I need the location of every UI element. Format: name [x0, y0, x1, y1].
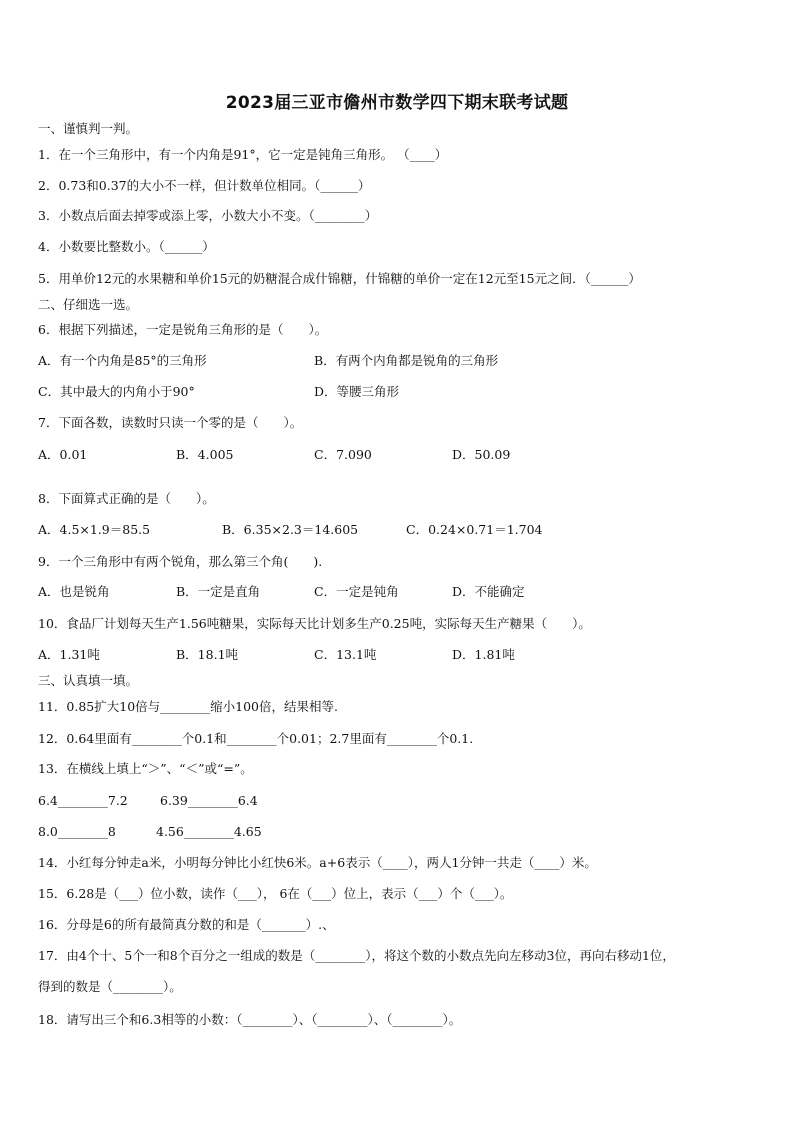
- question-10-option-c: C．13.1吨: [314, 647, 377, 662]
- question-3: 3．小数点后面去掉零或添上零，小数大小不变。（________）: [38, 208, 378, 223]
- question-8-option-a: A．4.5×1.9＝85.5: [38, 522, 151, 537]
- question-9-option-d: D．不能确定: [452, 584, 525, 599]
- question-8-option-c: C．0.24×0.71＝1.704: [406, 522, 543, 537]
- question-15: 15．6.28是（___）位小数，读作（___）， 6在（___）位上，表示（___）个（___）。: [38, 886, 513, 901]
- question-16: 16．分母是6的所有最简真分数的和是（_______）.、: [38, 917, 335, 932]
- section-heading-choose: 二、仔细选一选。: [38, 297, 139, 312]
- question-9-option-c: C．一定是钝角: [314, 584, 399, 599]
- question-18: 18．请写出三个和6.3相等的小数：（________）、（________）、（________）。: [38, 1012, 462, 1027]
- question-6: 6．根据下列描述，一定是锐角三角形的是（ ）。: [38, 322, 328, 337]
- question-14: 14．小红每分钟走a米，小明每分钟比小红快6米。a+6表示（____），两人1分钟一共走（____）米。: [38, 855, 597, 870]
- question-10-option-b: B．18.1吨: [176, 647, 239, 662]
- question-12: 12．0.64里面有________个0.1和________个0.01；2.7里面有________个0.1.: [38, 731, 474, 746]
- question-7-option-a: A．0.01: [38, 447, 88, 462]
- question-13-item-1: 6.4________7.2: [38, 793, 128, 808]
- page-title: 2023届三亚市儋州市数学四下期末联考试题: [225, 93, 569, 113]
- question-7-option-d: D．50.09: [452, 447, 511, 462]
- question-10-option-a: A．1.31吨: [38, 647, 100, 662]
- question-11: 11．0.85扩大10倍与________缩小100倍，结果相等.: [38, 699, 338, 714]
- question-9-option-a: A．也是锐角: [38, 584, 110, 599]
- question-6-option-c: C．其中最大的内角小于90°: [38, 384, 195, 399]
- question-8: 8．下面算式正确的是（ ）。: [38, 491, 215, 506]
- question-13: 13．在横线上填上“＞”、“＜”或“=”。: [38, 761, 253, 776]
- question-9: 9．一个三角形中有两个锐角，那么第三个角( ).: [38, 554, 323, 569]
- question-4: 4．小数要比整数小。（______）: [38, 239, 215, 254]
- question-5: 5．用单价12元的水果糖和单价15元的奶糖混合成什锦糖，什锦糖的单价一定在12元至15元之间．（______）: [38, 271, 641, 286]
- question-13-item-3: 8.0________8: [38, 824, 116, 839]
- question-10-option-d: D．1.81吨: [452, 647, 515, 662]
- question-2: 2．0.73和0.37的大小不一样，但计数单位相同。（______）: [38, 178, 371, 193]
- question-1: 1．在一个三角形中，有一个内角是91°，它一定是钝角三角形。 （____）: [38, 147, 448, 162]
- question-8-option-b: B．6.35×2.3＝14.605: [222, 522, 359, 537]
- question-6-option-a: A．有一个内角是85°的三角形: [38, 353, 207, 368]
- question-10: 10．食品厂计划每天生产1.56吨糖果，实际每天比计划多生产0.25吨，实际每天生产糖果（ ）。: [38, 616, 591, 631]
- question-6-option-b: B．有两个内角都是锐角的三角形: [314, 353, 499, 368]
- question-7: 7．下面各数，读数时只读一个零的是（ ）。: [38, 415, 303, 430]
- question-17: 17．由4个十、5个一和8个百分之一组成的数是（________），将这个数的小数点先向左移动3位，再向右移动1位，: [38, 948, 675, 963]
- question-13-item-2: 6.39________6.4: [160, 793, 258, 808]
- question-7-option-c: C．7.090: [314, 447, 372, 462]
- section-heading-judge: 一、谨慎判一判。: [38, 121, 139, 136]
- question-9-option-b: B．一定是直角: [176, 584, 261, 599]
- question-17-continued: 得到的数是（________）。: [38, 979, 182, 994]
- question-6-option-d: D．等腰三角形: [314, 384, 400, 399]
- question-13-item-4: 4.56________4.65: [156, 824, 262, 839]
- question-7-option-b: B．4.005: [176, 447, 234, 462]
- section-heading-fill: 三、认真填一填。: [38, 673, 139, 688]
